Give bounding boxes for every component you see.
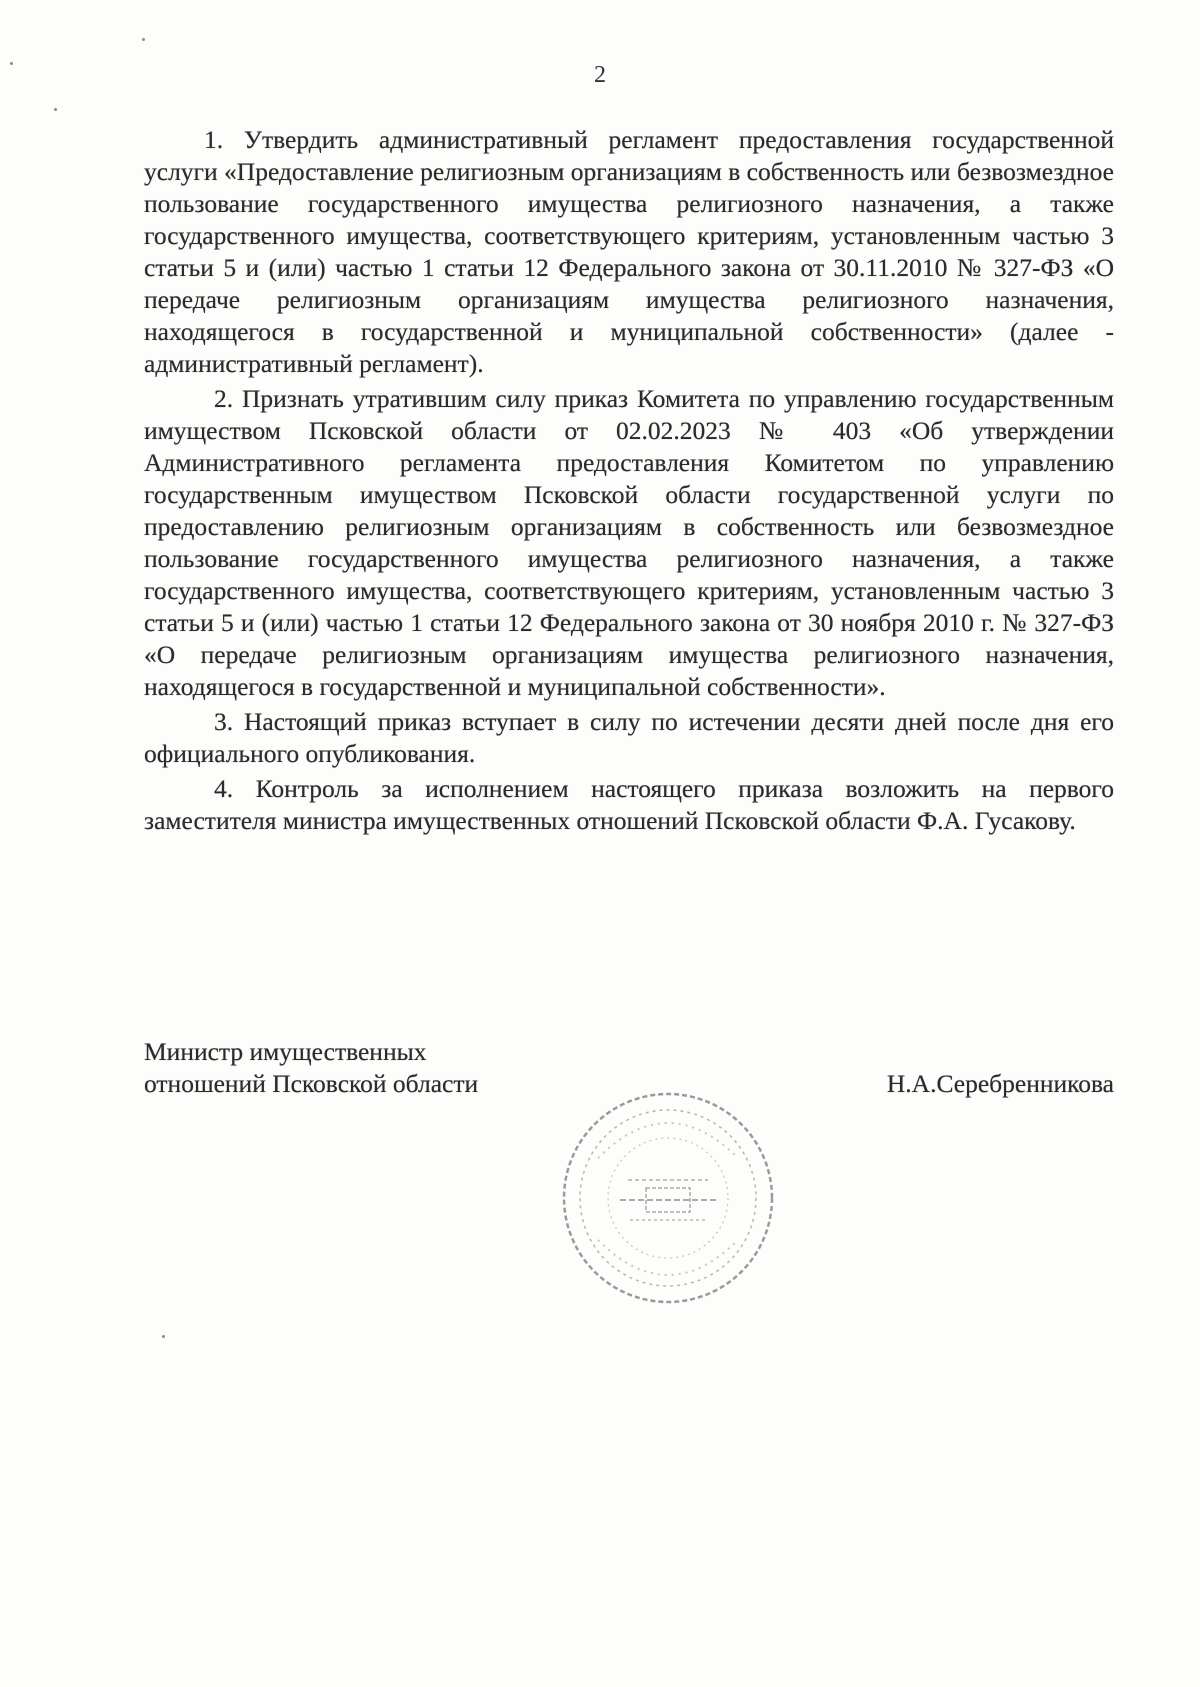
page-number: 2 bbox=[594, 62, 606, 88]
scan-speck bbox=[162, 1335, 165, 1338]
position-line-2: отношений Псковской области bbox=[144, 1069, 479, 1098]
scan-speck bbox=[54, 108, 57, 111]
paragraph-3: 3. Настоящий приказ вступает в силу по истечении десяти дней после дня его официального опубликования. bbox=[144, 707, 1114, 768]
signatory-position bbox=[144, 1036, 478, 1100]
position-line-1: Министр имущественных bbox=[144, 1037, 427, 1066]
official-seal-stamp bbox=[558, 1088, 778, 1308]
signatory-name: Н.А.Серебренникова bbox=[886, 1069, 1114, 1098]
document-body bbox=[144, 124, 1114, 837]
paragraph-2: 2. Признать утратившим силу приказ Комитета по управлению государственным имуществом Псковской области от 02.02.2023 № 403 «Об утверждении Административного регламента предоставления Комитетом по управлению государственным имуществом Псковской области государственной услуги по предоставлению религиозным организациям в собственность или безвозмездное пользование государственного имущества религиозного назначения, а также государственного имущества, соответствующего критериям, установленным частью 3 статьи 5 и (или) частью 1 статьи 12 Федерального закона от 30 ноября 2010 г. № 327-ФЗ «О передаче религиозным организациям имущества религиозного назначения, находящегося в государственной и муниципальной собственности». bbox=[144, 384, 1114, 701]
paragraph-4: 4. Контроль за исполнением настоящего приказа возложить на первого заместителя министра имущественных отношений Псковской области Ф.А. Гусакову. bbox=[144, 774, 1114, 835]
scan-speck bbox=[142, 38, 145, 41]
paragraph-1: 1. Утвердить административный регламент предоставления государственной услуги «Предоставление религиозным организациям в собственность или безвозмездное пользование государственного имущества религиозного назначения, а также государственного имущества, соответствующего критериям, установленным частью 3 статьи 5 и (или) частью 1 статьи 12 Федерального закона от 30.11.2010 № 327-ФЗ «О передаче религиозным организациям имущества религиозного назначения, находящегося в государственной и муниципальной собственности» (далее - административный регламент). bbox=[144, 125, 1114, 378]
